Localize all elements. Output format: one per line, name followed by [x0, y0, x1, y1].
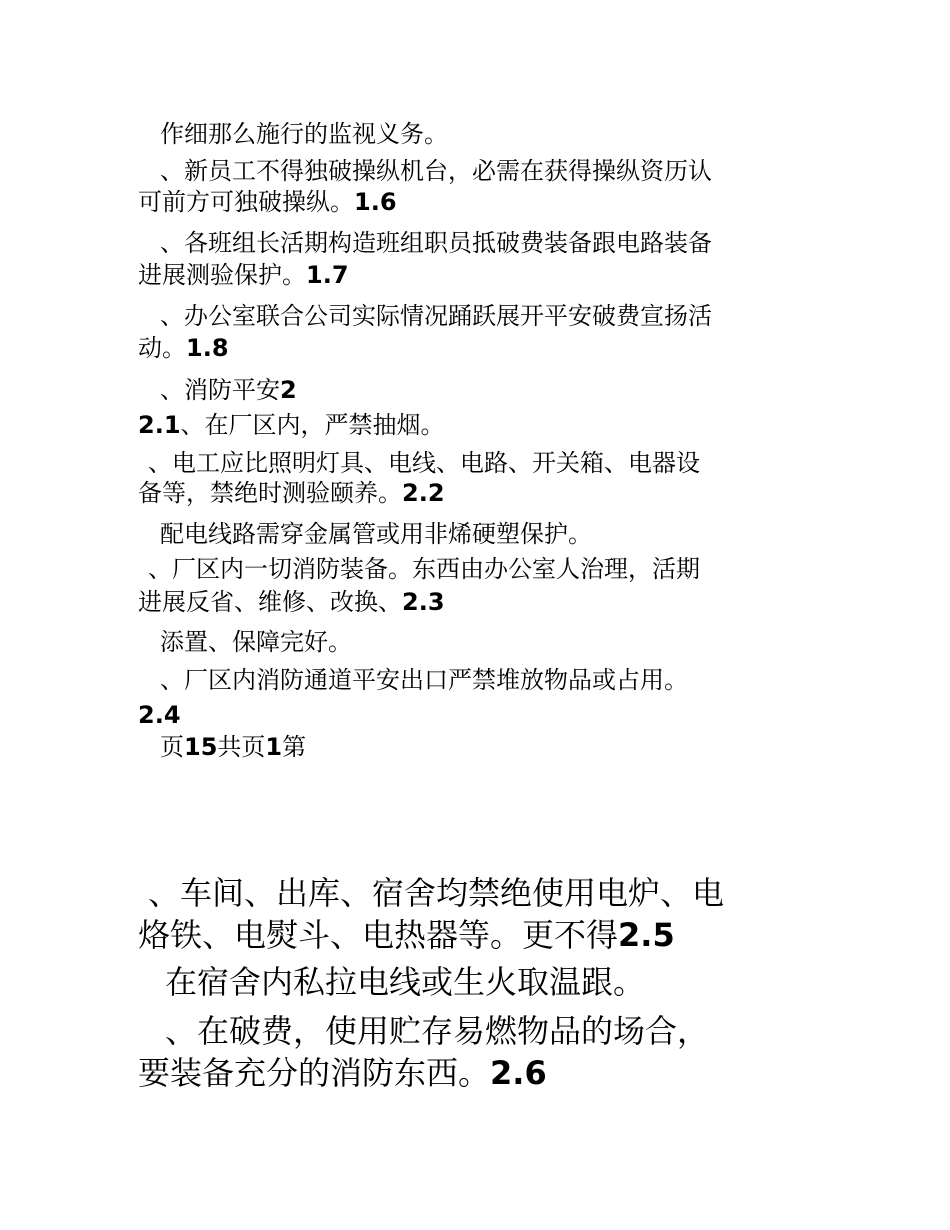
footer-text: 共页 [217, 733, 266, 761]
text-span: 、电工应比照明灯具、电线、电路、开关箱、电器设 [148, 449, 700, 477]
footer-text: 页 [160, 733, 184, 761]
text-line-21 [165, 1012, 710, 1050]
text-span: 、在厂区内，严禁抽烟。 [180, 411, 445, 439]
text-line-20 [165, 963, 646, 1001]
text-span: 要装备充分的消防东西。 [138, 1054, 491, 1092]
text-line-1 [160, 122, 448, 146]
section-number-2-1: 2.1 [138, 411, 181, 439]
section-number-2-3: 2.3 [402, 588, 445, 616]
text-line-14 [138, 590, 445, 614]
text-line-16 [160, 668, 688, 692]
text-line-3 [138, 190, 397, 214]
text-line-6 [160, 304, 712, 328]
text-line-15 [160, 630, 352, 654]
text-line-2 [160, 159, 712, 183]
text-span: 、各班组长活期构造班组职员抵破费装备跟电路装备 [160, 229, 712, 257]
text-line-17 [138, 703, 181, 727]
text-span: 、厂区内一切消防装备。东西由办公室人治理，活期 [148, 555, 700, 583]
text-line-19 [138, 916, 675, 954]
text-span: 可前方可独破操纵。 [138, 188, 354, 216]
text-span: 作细那么施行的监视义务。 [160, 120, 448, 148]
text-line-4 [160, 231, 712, 255]
text-span: 进展反省、维修、改换、 [138, 588, 402, 616]
section-number-1-6: 1.6 [354, 188, 397, 216]
text-span: 配电线路需穿金属管或用非烯硬塑保护。 [160, 520, 592, 548]
text-line-7 [138, 336, 229, 360]
text-span: 、消防平安 [160, 376, 280, 404]
text-span: 进展测验保护。 [138, 261, 306, 289]
text-span: 、在破费，使用贮存易燃物品的场合， [165, 1012, 710, 1050]
section-number-1-8: 1.8 [186, 334, 229, 362]
section-number-2-6: 2.6 [490, 1054, 547, 1092]
section-number-2: 2 [280, 376, 297, 404]
text-span: 、车间、出库、宿舍均禁绝使用电炉、电 [148, 874, 725, 912]
footer-page-number: 1 [265, 733, 283, 761]
section-number-2-4: 2.4 [138, 701, 181, 729]
text-line-11 [138, 481, 445, 505]
section-number-2-5: 2.5 [618, 916, 675, 954]
text-line-9 [138, 413, 445, 437]
footer-text: 第 [282, 733, 307, 761]
section-number-1-7: 1.7 [306, 261, 349, 289]
text-line-13 [148, 557, 700, 581]
text-span: 、新员工不得独破操纵机台，必需在获得操纵资历认 [160, 157, 712, 185]
text-line-22 [138, 1054, 547, 1092]
text-line-8 [160, 378, 297, 402]
footer-total-pages: 15 [184, 733, 218, 761]
page-footer [160, 735, 306, 759]
text-span: 备等，禁绝时测验颐养。 [138, 479, 402, 507]
text-span: 添置、保障完好。 [160, 628, 352, 656]
text-line-12 [160, 522, 592, 546]
text-line-5 [138, 263, 349, 287]
text-line-18 [148, 874, 725, 912]
section-number-2-2: 2.2 [402, 479, 445, 507]
text-span: 烙铁、电熨斗、电热器等。更不得 [138, 916, 619, 954]
text-span: 在宿舍内私拉电线或生火取温跟。 [165, 963, 646, 1001]
text-line-10 [148, 451, 700, 475]
text-span: 、办公室联合公司实际情况踊跃展开平安破费宣扬活 [160, 302, 712, 330]
text-span: 、厂区内消防通道平安出口严禁堆放物品或占用。 [160, 666, 688, 694]
text-span: 动。 [138, 334, 186, 362]
